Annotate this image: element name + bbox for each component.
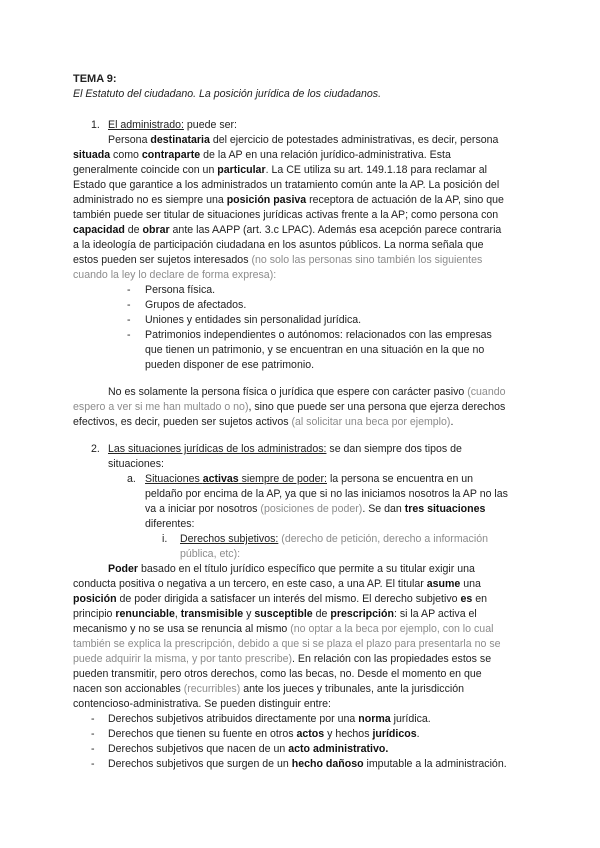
s2-paragraph-line: Poder basado en el título jurídico específico que permite a su titular exigir una	[108, 563, 475, 575]
bullet-dash: -	[127, 299, 131, 311]
subsection-a-line: va a iniciar por nosotros (posiciones de poder). Se dan tres situaciones	[145, 503, 486, 515]
section-2-heading: Las situaciones jurídicas de los administrados:	[108, 443, 327, 455]
s1-paragraph-line: a la ideología de participación ciudadana en los asuntos públicos. La norma señala que	[73, 239, 484, 251]
s2-paragraph-line: contencioso-administrativa. Se pueden distinguir entre:	[73, 698, 331, 710]
section-1-heading: El administrado:	[108, 119, 184, 131]
list-dash: -	[91, 743, 95, 755]
s1-paragraph-line: Persona destinataria del ejercicio de potestades administrativas, es decir, persona	[108, 134, 499, 146]
item-i-number: i.	[162, 533, 168, 545]
section-2-heading-line: Las situaciones jurídicas de los administrados: se dan siempre dos tipos de	[108, 443, 462, 455]
s1-paragraph-line: generalmente coincide con un particular. La CE utiliza su art. 149.1.18 para reclamar al	[73, 164, 487, 176]
s1-p2-line: espero a ver si me han multado o no), sino que puede ser una persona que ejerza derechos	[73, 401, 506, 413]
bullet-item: Persona física.	[145, 284, 216, 296]
s2-paragraph-line: conducta positiva o negativa a un tercero, en este caso, a una AP. El titular asume una	[73, 578, 481, 590]
bullet-item: Patrimonios independientes o autónomos: relacionados con las empresas	[145, 329, 492, 341]
s1-paragraph-line: cuando la ley lo declare de forma expresa):	[73, 269, 277, 281]
s1-paragraph-line: administrado no es siempre una posición pasiva receptora de actuación de la AP, sino que	[73, 194, 504, 206]
list-item: Derechos subjetivos que nacen de un acto administrativo.	[108, 743, 389, 755]
s2-paragraph-line: principio renunciable, transmisible y susceptible de prescripción: si la AP activa el	[73, 608, 477, 620]
bullet-dash: -	[127, 284, 131, 296]
s2-paragraph-line: puede adquirir la misma, y por tanto prescribe). En relación con las propiedades estos se	[73, 653, 492, 665]
list-dash: -	[91, 713, 95, 725]
s1-paragraph-line: estos pueden ser sujetos interesados (no solo las personas sino también los siguientes	[73, 254, 483, 266]
s2-paragraph-line: también se explica la prescripción, debido a que si se plaza el plazo para presentarla no se	[73, 638, 501, 650]
subsection-a-line: diferentes:	[145, 518, 195, 530]
s2-paragraph-line: posición de poder dirigida a satisfacer un interés del mismo. El derecho subjetivo es en	[73, 593, 487, 605]
section-1-heading-line: El administrado: puede ser:	[108, 119, 237, 131]
s1-paragraph-line: capacidad de obrar ante las AAPP (art. 3.c LPAC). Además esa acepción parece contraria	[73, 224, 502, 236]
bullet-item-cont: que tienen un patrimonio, y se encuentran en una situación en la que no	[145, 344, 485, 356]
bullet-item: Uniones y entidades sin personalidad jurídica.	[145, 314, 362, 326]
item-i-line: Derechos subjetivos: (derecho de petición, derecho a información	[180, 533, 488, 545]
s1-p2-line: No es solamente la persona física o jurídica que espere con carácter pasivo (cuando	[108, 386, 506, 398]
subsection-a-line: peldaño por encima de la AP, ya que si no las iniciamos nosotros la AP no las	[145, 488, 508, 500]
list-dash: -	[91, 758, 95, 770]
s1-paragraph-line: Estado que garantice a los administrados un tratamiento común ante la AP. La posición del	[73, 179, 500, 191]
section-2-heading-cont: situaciones:	[108, 458, 164, 470]
bullet-item-cont: pueden disponer de ese patrimonio.	[145, 359, 315, 371]
page-subtitle: El Estatuto del ciudadano. La posición jurídica de los ciudadanos.	[73, 88, 382, 100]
item-i-line: pública, etc):	[180, 548, 241, 560]
s1-paragraph-line: también puede ser titular de situaciones jurídicas activas frente a la AP; como persona con	[73, 209, 499, 221]
s1-paragraph-line: situada como contraparte de la AP en una relación jurídico-administrativa. Esta	[73, 149, 451, 161]
bullet-dash: -	[127, 314, 131, 326]
section-2-number: 2.	[91, 443, 100, 455]
subsection-a-letter: a.	[127, 473, 136, 485]
list-item: Derechos subjetivos que surgen de un hecho dañoso imputable a la administración.	[108, 758, 507, 770]
list-item: Derechos que tienen su fuente en otros actos y hechos jurídicos.	[108, 728, 420, 740]
s1-p2-line: efectivos, es decir, pueden ser sujetos activos (al solicitar una beca por ejemplo).	[73, 416, 454, 428]
s2-paragraph-line: nacen son accionables (recurribles) ante los jueces y tribunales, ante la jurisdicción	[73, 683, 465, 695]
subsection-a-line: Situaciones activas siempre de poder: la persona se encuentra en un	[145, 473, 474, 485]
page-title: TEMA 9:	[73, 73, 117, 85]
section-1-number: 1.	[91, 119, 100, 131]
bullet-item: Grupos de afectados.	[145, 299, 247, 311]
s2-paragraph-line: mecanismo y no se usa se renuncia al mismo (no optar a la beca por ejemplo, con lo cual	[73, 623, 494, 635]
s2-paragraph-line: pueden transmitir, pero otros derechos, como las becas, no. Desde el momento en que	[73, 668, 482, 680]
list-item: Derechos subjetivos atribuidos directamente por una norma jurídica.	[108, 713, 431, 725]
bullet-dash: -	[127, 329, 131, 341]
list-dash: -	[91, 728, 95, 740]
